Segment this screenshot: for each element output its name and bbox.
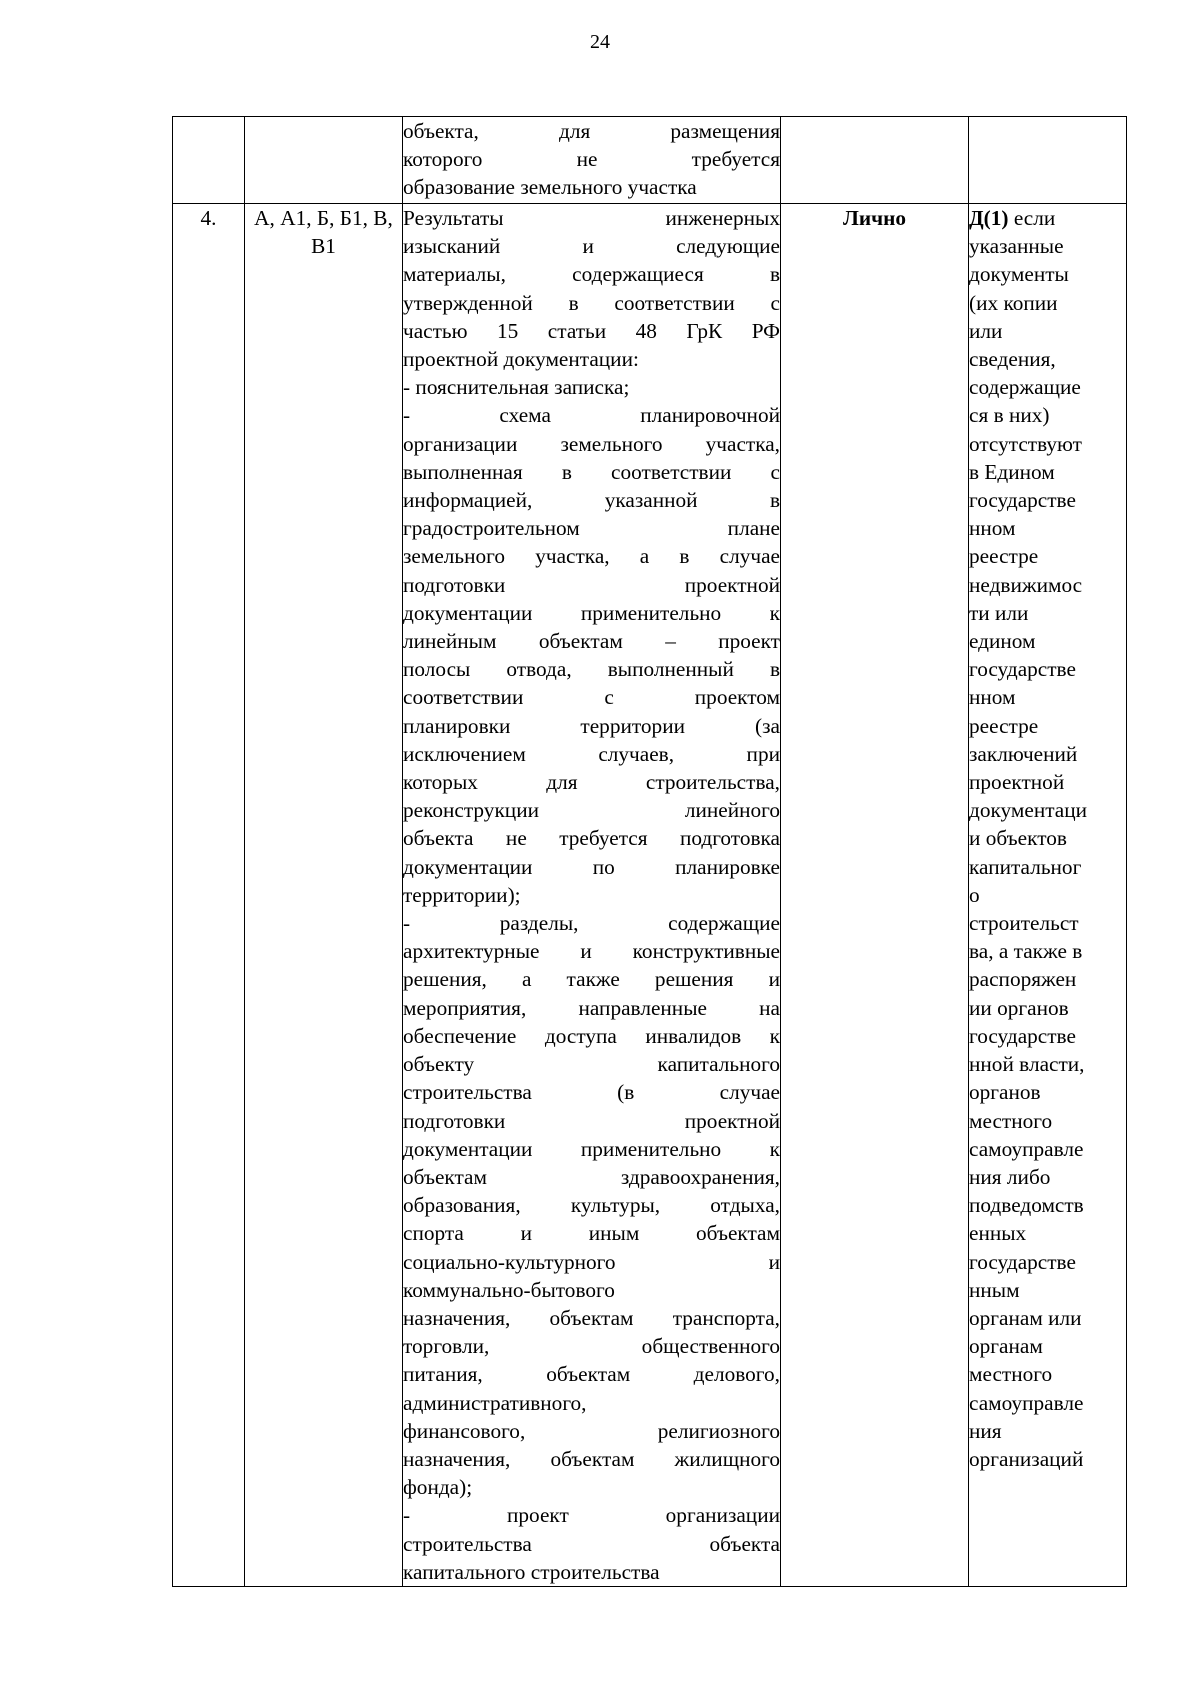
description-line: - схема планировочной bbox=[403, 403, 780, 428]
basis-line: ти или bbox=[969, 600, 1029, 625]
description-line: организации земельного участка, bbox=[403, 431, 780, 456]
description-line: проектной документации: bbox=[403, 347, 639, 372]
description-line: строительства (в случае bbox=[403, 1080, 780, 1105]
basis-line: проектной bbox=[969, 770, 1065, 795]
basis-line: государстве bbox=[969, 488, 1076, 513]
description-line: назначения, объектам транспорта, bbox=[403, 1305, 780, 1330]
description-line: материалы, содержащиеся в bbox=[403, 262, 780, 287]
description-line: градостроительном плане bbox=[403, 516, 780, 541]
basis-line: в Едином bbox=[969, 459, 1055, 484]
description-line: Результаты инженерных bbox=[403, 206, 780, 230]
basis-line: ся в них) bbox=[969, 403, 1050, 428]
row-number-cell bbox=[173, 117, 245, 204]
description-line: полосы отвода, выполненный в bbox=[403, 657, 780, 682]
description-line: обеспечение доступа инвалидов к bbox=[403, 1023, 780, 1048]
description-line: объектам здравоохранения, bbox=[403, 1164, 780, 1189]
description-line: объекта, для размещения bbox=[403, 119, 780, 143]
description-line: частью 15 статьи 48 ГрК РФ bbox=[403, 318, 780, 343]
basis-line: капитальног bbox=[969, 854, 1082, 879]
basis-line: самоуправле bbox=[969, 1390, 1084, 1415]
basis-line: сведения, bbox=[969, 347, 1056, 372]
description-line: выполненная в соответствии с bbox=[403, 459, 780, 484]
basis-line: енных bbox=[969, 1221, 1027, 1246]
basis-code: Д(1) bbox=[969, 206, 1009, 230]
description-line: финансового, религиозного bbox=[403, 1418, 780, 1443]
description-line: архитектурные и конструктивные bbox=[403, 939, 780, 964]
basis-line: реестре bbox=[969, 713, 1039, 738]
basis-cell bbox=[969, 117, 1127, 204]
basis-line: распоряжен bbox=[969, 967, 1077, 992]
basis-line: содержащие bbox=[969, 375, 1081, 400]
basis-line: реестре bbox=[969, 544, 1039, 569]
basis-line: недвижимос bbox=[969, 572, 1083, 597]
basis-line: органов bbox=[969, 1080, 1041, 1105]
description-line: линейным объектам – проект bbox=[403, 629, 780, 654]
basis-line: ии органов bbox=[969, 995, 1069, 1020]
basis-line: государстве bbox=[969, 1023, 1076, 1048]
basis-line: нным bbox=[969, 1277, 1020, 1302]
description-line: образования, культуры, отдыха, bbox=[403, 1193, 780, 1218]
basis-line: (их копии bbox=[969, 290, 1058, 315]
requirements-table bbox=[172, 116, 1127, 1587]
applicant-groups-cell: А, А1, Б, Б1, В, В1 bbox=[245, 204, 403, 1587]
description-line: - пояснительная записка; bbox=[403, 375, 630, 400]
description-line: подготовки проектной bbox=[403, 572, 780, 597]
document-description-cell bbox=[403, 204, 781, 1587]
description-line: коммунально-бытового bbox=[403, 1277, 615, 1302]
page-number: 24 bbox=[590, 31, 610, 53]
description-line: соответствии с проектом bbox=[403, 685, 780, 710]
description-line: которых для строительства, bbox=[403, 770, 780, 795]
description-line: документации применительно к bbox=[403, 1136, 780, 1161]
description-line: территории); bbox=[403, 882, 521, 907]
applicant-groups-cell bbox=[245, 117, 403, 204]
basis-line: указанные bbox=[969, 234, 1064, 259]
submission-method-cell bbox=[781, 117, 969, 204]
basis-line: нном bbox=[969, 516, 1016, 541]
description-line: спорта и иным объектам bbox=[403, 1221, 780, 1246]
basis-line: или bbox=[969, 318, 1003, 343]
description-line: - проект организации bbox=[403, 1503, 780, 1528]
description-line: строительства объекта bbox=[403, 1531, 780, 1556]
description-line: документации по планировке bbox=[403, 854, 780, 879]
basis-line: о bbox=[969, 882, 980, 907]
description-line: фонда); bbox=[403, 1475, 473, 1500]
basis-line: документы bbox=[969, 262, 1069, 287]
basis-line: заключений bbox=[969, 741, 1078, 766]
basis-line: нной власти, bbox=[969, 1052, 1085, 1077]
description-line: изысканий и следующие bbox=[403, 234, 780, 259]
basis-line: местного bbox=[969, 1362, 1053, 1387]
basis-line: местного bbox=[969, 1108, 1053, 1133]
description-line: административного, bbox=[403, 1390, 587, 1415]
description-line: объекта не требуется подготовка bbox=[403, 826, 780, 851]
basis-line: строительст bbox=[969, 911, 1079, 936]
basis-cell bbox=[969, 204, 1127, 1587]
basis-line: самоуправле bbox=[969, 1136, 1084, 1161]
basis-line: документаци bbox=[969, 798, 1088, 823]
basis-line: нном bbox=[969, 685, 1016, 710]
basis-line: ния либо bbox=[969, 1164, 1051, 1189]
basis-line: государстве bbox=[969, 1249, 1076, 1274]
description-line: информацией, указанной в bbox=[403, 488, 780, 513]
basis-line: отсутствуют bbox=[969, 431, 1082, 456]
basis-line: ния bbox=[969, 1418, 1002, 1443]
row-number-cell: 4. bbox=[173, 204, 245, 1587]
description-line: планировки территории (за bbox=[403, 713, 780, 738]
description-line: подготовки проектной bbox=[403, 1108, 780, 1133]
basis-line: ва, а также в bbox=[969, 939, 1083, 964]
submission-method-cell: Лично bbox=[781, 204, 969, 1587]
description-line: реконструкции линейного bbox=[403, 798, 780, 823]
description-line: питания, объектам делового, bbox=[403, 1362, 780, 1387]
description-line: мероприятия, направленные на bbox=[403, 995, 780, 1020]
description-line: торговли, общественного bbox=[403, 1334, 780, 1359]
description-line: образование земельного участка bbox=[403, 175, 697, 200]
basis-line: и объектов bbox=[969, 826, 1067, 851]
description-line: исключением случаев, при bbox=[403, 741, 780, 766]
basis-first-line bbox=[969, 204, 1126, 232]
description-line: капитального строительства bbox=[403, 1559, 660, 1584]
description-line: - разделы, содержащие bbox=[403, 911, 780, 936]
description-line: которого не требуется bbox=[403, 147, 780, 172]
description-line: социально-культурного и bbox=[403, 1249, 780, 1274]
description-line: решения, а также решения и bbox=[403, 967, 780, 992]
description-line: земельного участка, а в случае bbox=[403, 544, 780, 569]
basis-line: органам или bbox=[969, 1305, 1082, 1330]
description-line: утвержденной в соответствии с bbox=[403, 290, 780, 315]
basis-line: организаций bbox=[969, 1446, 1084, 1471]
table-row bbox=[173, 204, 1127, 1587]
description-line: документации применительно к bbox=[403, 600, 780, 625]
basis-line: подведомств bbox=[969, 1193, 1084, 1218]
description-line: объекту капитального bbox=[403, 1052, 780, 1077]
basis-line: если bbox=[1008, 206, 1056, 230]
description-line: назначения, объектам жилищного bbox=[403, 1446, 780, 1471]
table-row bbox=[173, 117, 1127, 204]
basis-line: органам bbox=[969, 1334, 1043, 1359]
document-description-cell bbox=[403, 117, 781, 204]
basis-line: государстве bbox=[969, 657, 1076, 682]
basis-line: едином bbox=[969, 629, 1036, 654]
